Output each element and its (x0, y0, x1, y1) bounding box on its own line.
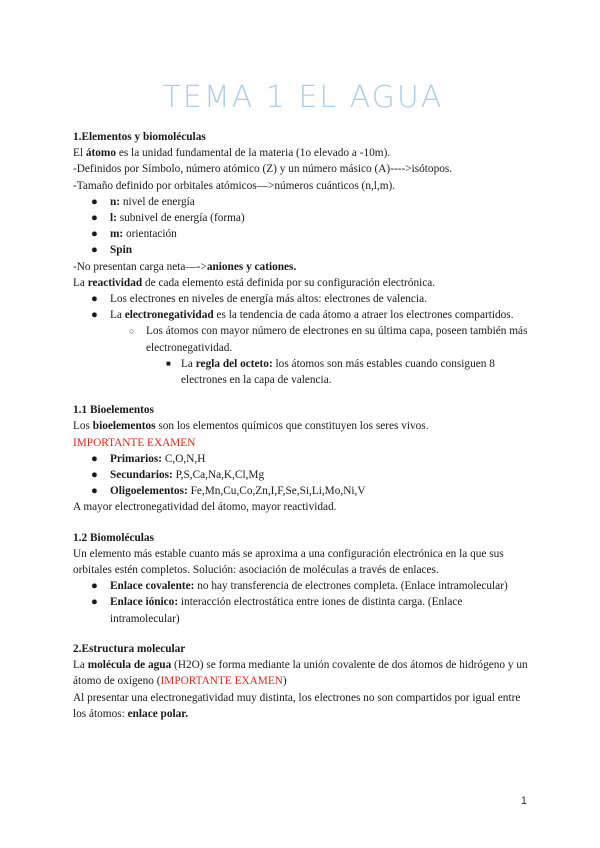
paragraph: -No presentan carga neta—->aniones y cationes. (73, 260, 297, 273)
paragraph: La molécula de agua (H2O) se forma mediante la unión covalente de dos átomos de hidrógeno y un átomo de oxígeno (IMPORTANTE EXAMEN) (73, 659, 528, 688)
list-item: ● Los electrones en niveles de energía más altos: electrones de valencia. (91, 293, 427, 306)
list-item: ● n: nivel de energía (91, 195, 195, 208)
paragraph: A mayor electronegatividad del átomo, mayor reactividad. (73, 501, 337, 514)
bullet-list (73, 451, 533, 500)
page-number: 1 (520, 795, 527, 807)
paragraph: -Tamaño definido por orbitales atómicos—>números cuánticos (n,l,m). (73, 179, 396, 192)
document-body (73, 129, 533, 722)
list-item: ● Oligoelementos: Fe,Mn,Cu,Co,Zn,I,F,Se,Si,Li,Mo,Ni,V (91, 485, 366, 498)
paragraph: Los bioelementos son los elementos químicos que constituyen los seres vivos. (73, 420, 429, 433)
section-heading: 1.Elementos y biomoléculas (73, 131, 206, 143)
list-item: ● Enlace iónico: interacción electrostática entre iones de distinta carga. (Enlace intramolecular) (91, 596, 463, 625)
list-item: ● Spin (91, 244, 132, 257)
list-item: ● Secundarios: P,S,Ca,Na,K,Cl,Mg (91, 469, 265, 482)
list-item: ● l: subnivel de energía (forma) (91, 212, 245, 225)
section-heading: 2.Estructura molecular (73, 642, 186, 655)
bullet-list (73, 578, 533, 627)
list-item: ■ La regla del octeto: los átomos son más estables cuando consiguen 8 electrones en la capa de valencia. (166, 357, 495, 387)
list-item: ● La electronegatividad es la tendencia de cada átomo a atraer los electrones compartidos. (91, 309, 514, 322)
paragraph: La reactividad de cada elemento está definida por su configuración electrónica. (73, 276, 436, 289)
list-item: ● m: orientación (91, 228, 177, 241)
document-title: TEMA 1 EL AGUA (162, 80, 444, 115)
important-note: IMPORTANTE EXAMEN (73, 436, 196, 449)
paragraph: -Definidos por Símbolo, número atómico (Z) y un número másico (A)---->isótopos. (73, 163, 453, 176)
paragraph: Un elemento más estable cuanto más se aproxima a una configuración electrónica en la que sus orbitales estén completos. Solución: asociación de moléculas a través de enlaces. (73, 547, 504, 577)
list-item: ● Enlace covalente: no hay transferencia de electrones completa. (Enlace intramolecular) (91, 580, 508, 593)
section-heading: 1.1 Bioelementos (73, 404, 154, 417)
paragraph: Al presentar una electronegatividad muy distinta, los electrones no son compartidos por igual entre los átomos: enlace polar. (73, 691, 521, 720)
section-heading: 1.2 Biomoléculas (73, 531, 154, 544)
paragraph: El átomo es la unidad fundamental de la materia (1o elevado a -10m). (73, 147, 391, 160)
bullet-list (73, 291, 533, 388)
list-item: ● Primarios: C,O,N,H (91, 452, 206, 465)
list-item: ○ Los átomos con mayor número de electrones en su última capa, poseen también más electronegatividad. (129, 325, 528, 354)
bullet-list (73, 194, 533, 259)
